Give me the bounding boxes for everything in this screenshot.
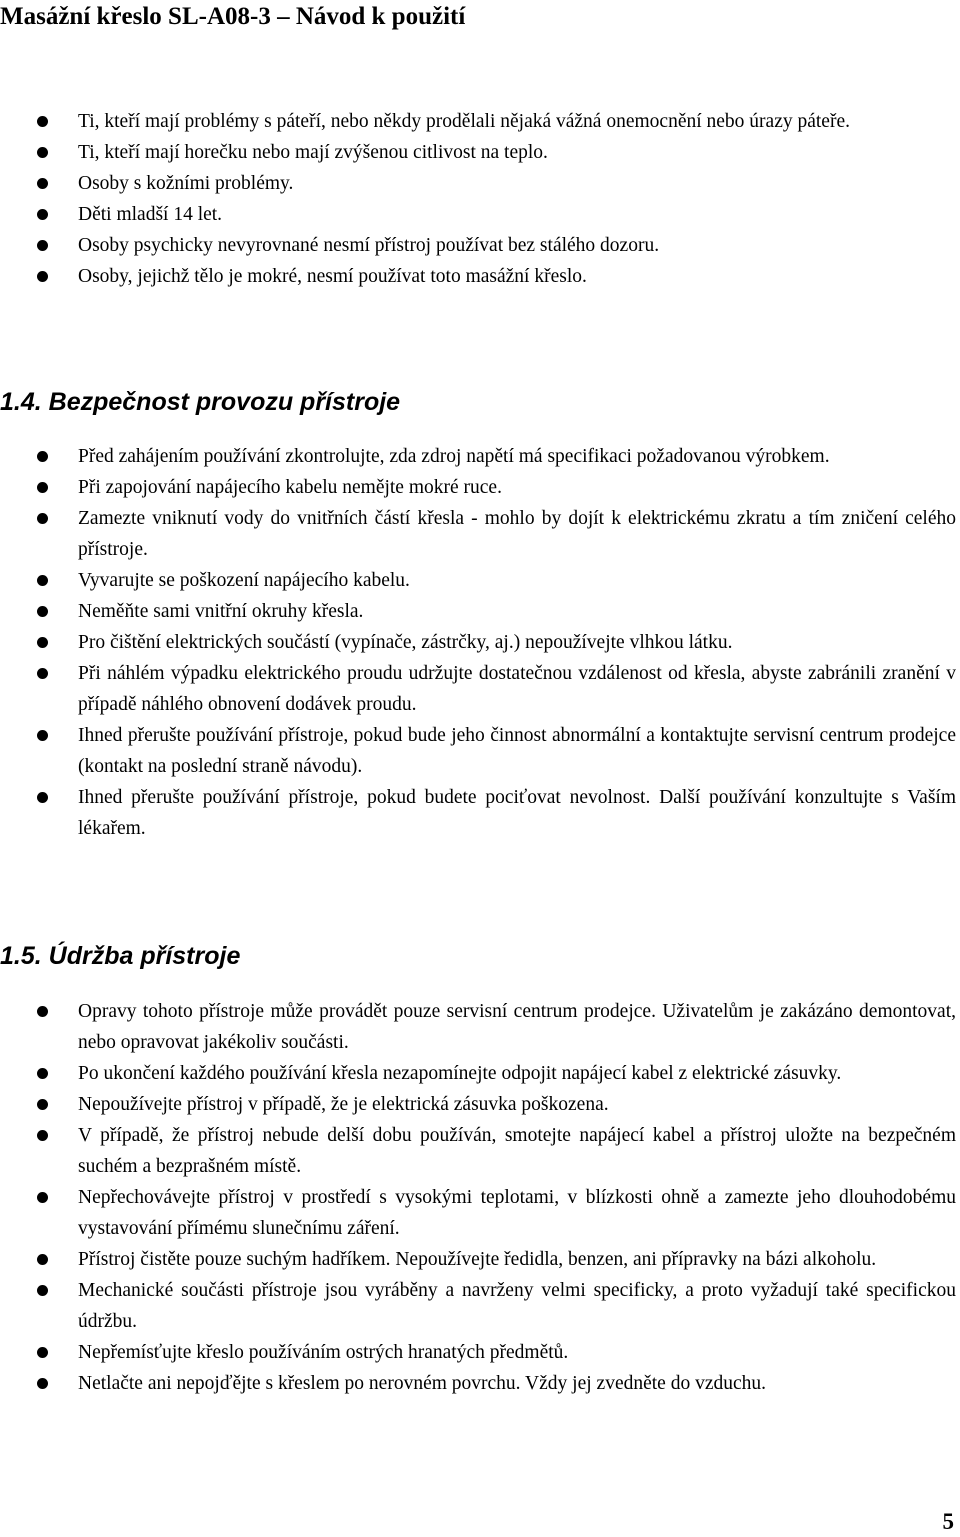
list-item — [0, 1275, 956, 1337]
bullet-icon — [37, 209, 48, 220]
list-item — [0, 1058, 956, 1089]
intro-bullet-list — [0, 106, 956, 292]
list-item-text: Přístroj čistěte pouze suchým hadříkem. Nepoužívejte ředidla, benzen, ani přípravky na bázi alkoholu. — [78, 1249, 877, 1270]
list-item-text: Osoby, jejichž tělo je mokré, nesmí používat toto masážní křeslo. — [78, 266, 587, 287]
list-item — [0, 168, 956, 199]
bullet-icon — [37, 147, 48, 158]
bullet-icon — [37, 482, 48, 493]
bullet-icon — [37, 271, 48, 282]
list-item — [0, 261, 956, 292]
list-item — [0, 1120, 956, 1182]
list-item-text: Osoby psychicky nevyrovnané nesmí přístroj používat bez stálého dozoru. — [78, 235, 660, 256]
bullet-icon — [37, 1254, 48, 1265]
list-item-text: Před zahájením používání zkontrolujte, zda zdroj napětí má specifikaci požadovanou výrobkem. — [78, 446, 830, 467]
bullet-icon — [37, 240, 48, 251]
bullet-icon — [37, 730, 48, 741]
list-item-text: Opravy tohoto přístroje může provádět pouze servisní centrum prodejce. Uživatelům je zakázáno demontovat, nebo opravovat jakékoliv součásti. — [78, 1001, 956, 1053]
bullet-icon — [37, 606, 48, 617]
list-item-text: Nepřemísťujte křeslo používáním ostrých hranatých předmětů. — [78, 1342, 569, 1363]
list-item — [0, 1089, 956, 1120]
page-header-title: Masážní křeslo SL-A08-3 – Návod k použití — [0, 3, 466, 30]
list-item — [0, 230, 956, 261]
bullet-icon — [37, 513, 48, 524]
list-item-text: Ihned přerušte používání přístroje, pokud bude jeho činnost abnormální a kontaktujte servisní centrum prodejce (kontakt na poslední straně návodu). — [78, 725, 956, 777]
list-item-text: Děti mladší 14 let. — [78, 204, 223, 225]
list-item-text: Při zapojování napájecího kabelu nemějte mokré ruce. — [78, 477, 502, 498]
list-item — [0, 782, 956, 844]
bullet-icon — [37, 451, 48, 462]
list-item-text: V případě, že přístroj nebude delší dobu používán, smotejte napájecí kabel a přístroj uložte na bezpečném suchém a bezprašném místě. — [78, 1125, 956, 1177]
list-item-text: Osoby s kožními problémy. — [78, 173, 294, 194]
bullet-icon — [37, 1285, 48, 1296]
list-item — [0, 503, 956, 565]
list-item — [0, 1244, 956, 1275]
section-heading-maintenance: 1.5. Údržba přístroje — [0, 942, 241, 970]
bullet-icon — [37, 637, 48, 648]
list-item — [0, 565, 956, 596]
list-item — [0, 720, 956, 782]
bullet-icon — [37, 1130, 48, 1141]
list-item — [0, 1337, 956, 1368]
list-item-text: Netlačte ani nepojďějte s křeslem po nerovném povrchu. Vždy jej zvedněte do vzduchu. — [78, 1373, 767, 1394]
bullet-icon — [37, 792, 48, 803]
bullet-icon — [37, 1192, 48, 1203]
list-item — [0, 996, 956, 1058]
list-item-text: Neměňte sami vnitřní okruhy křesla. — [78, 601, 364, 622]
list-item — [0, 1368, 956, 1399]
list-item-text: Ti, kteří mají problémy s páteří, nebo někdy prodělali nějaká vážná onemocnění nebo úrazy páteře. — [78, 111, 850, 132]
bullet-icon — [37, 668, 48, 679]
list-item-text: Pro čištění elektrických součástí (vypínače, zástrčky, aj.) nepoužívejte vlhkou látku. — [78, 632, 733, 653]
list-item-text: Mechanické součásti přístroje jsou vyráběny a navrženy velmi specificky, a proto vyžadují také specifickou údržbu. — [78, 1280, 956, 1332]
list-item-text: Zamezte vniknutí vody do vnitřních částí křesla - mohlo by dojít k elektrickému zkratu a tím zničení celého přístroje. — [78, 508, 956, 560]
bullet-icon — [37, 575, 48, 586]
list-item — [0, 472, 956, 503]
list-item — [0, 658, 956, 720]
bullet-icon — [37, 178, 48, 189]
list-item-text: Ti, kteří mají horečku nebo mají zvýšenou citlivost na teplo. — [78, 142, 548, 163]
bullet-icon — [37, 1378, 48, 1389]
bullet-icon — [37, 1099, 48, 1110]
list-item — [0, 596, 956, 627]
list-item-text: Po ukončení každého používání křesla nezapomínejte odpojit napájecí kabel z elektrické zásuvky. — [78, 1063, 842, 1084]
list-item — [0, 199, 956, 230]
list-item-text: Nepoužívejte přístroj v případě, že je elektrická zásuvka poškozena. — [78, 1094, 609, 1115]
bullet-icon — [37, 1068, 48, 1079]
safety-bullet-list — [0, 441, 956, 844]
list-item — [0, 627, 956, 658]
list-item — [0, 1182, 956, 1244]
list-item — [0, 137, 956, 168]
section-heading-safety: 1.4. Bezpečnost provozu přístroje — [0, 388, 401, 416]
page-number: 5 — [942, 1509, 954, 1534]
list-item-text: Ihned přerušte používání přístroje, pokud budete pociťovat nevolnost. Další používání konzultujte s Vaším lékařem. — [78, 787, 956, 839]
list-item — [0, 106, 956, 137]
list-item-text: Nepřechovávejte přístroj v prostředí s vysokými teplotami, v blízkosti ohně a zamezte jeho dlouhodobému vystavování přímému slunečnímu záření. — [78, 1187, 956, 1239]
bullet-icon — [37, 116, 48, 127]
list-item — [0, 441, 956, 472]
list-item-text: Při náhlém výpadku elektrického proudu udržujte dostatečnou vzdálenost od křesla, abyste zabránili zranění v případě náhlého obnovení dodávek proudu. — [78, 663, 956, 715]
list-item-text: Vyvarujte se poškození napájecího kabelu. — [78, 570, 410, 591]
maintenance-bullet-list — [0, 996, 956, 1399]
bullet-icon — [37, 1006, 48, 1017]
bullet-icon — [37, 1347, 48, 1358]
